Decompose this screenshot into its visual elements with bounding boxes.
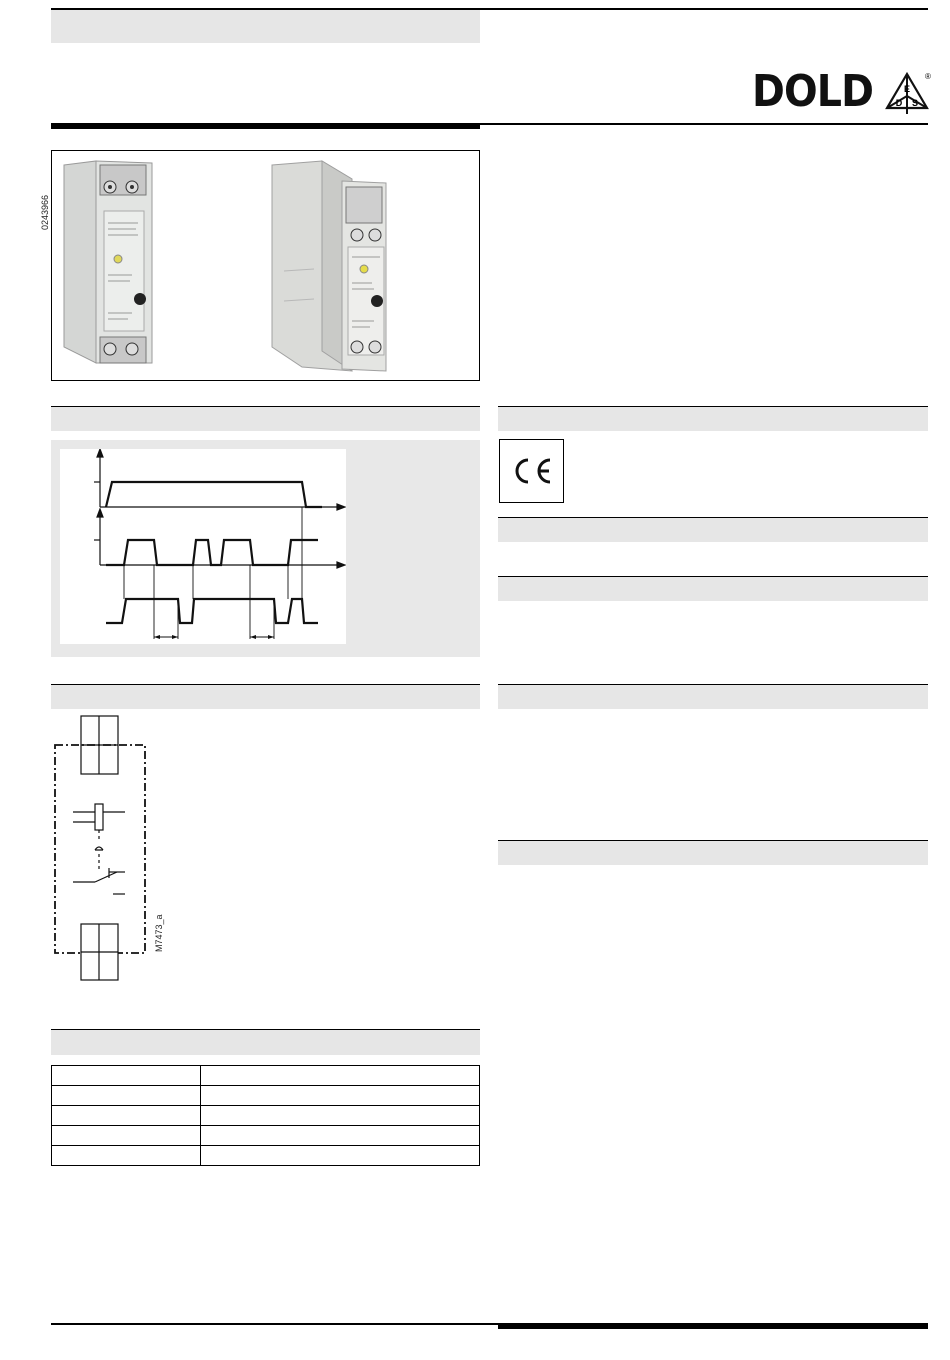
table-cell <box>201 1126 480 1146</box>
mark-letter-s: S <box>911 98 919 108</box>
relay-module-narrow <box>64 161 152 363</box>
circuit-diagram <box>51 712 161 984</box>
circuit-diagram-code: M7473_a <box>154 914 164 952</box>
section-heading-bar-4 <box>498 684 928 709</box>
header-thin-rule <box>480 123 928 125</box>
section-heading-bar-5 <box>498 840 928 865</box>
table-cell <box>52 1086 201 1106</box>
table-cell <box>52 1146 201 1166</box>
header-title-bar <box>51 10 480 43</box>
circuit-diagram-heading-bar <box>51 684 480 709</box>
mark-letter-e: E <box>903 84 911 94</box>
product-photo-frame <box>51 150 480 381</box>
table-cell <box>201 1066 480 1086</box>
table-row <box>52 1086 480 1106</box>
footer-thin-rule <box>51 1323 498 1325</box>
header-thick-rule <box>51 123 480 129</box>
relay-module-wide <box>272 161 386 371</box>
ordering-heading-bar <box>51 1029 480 1055</box>
table-cell <box>201 1086 480 1106</box>
registered-mark: ® <box>925 72 931 81</box>
table-row <box>52 1126 480 1146</box>
ce-mark-box <box>499 439 564 503</box>
table-cell <box>52 1126 201 1146</box>
product-photo <box>52 151 479 380</box>
timing-diagram <box>60 449 346 644</box>
ce-mark-icon <box>500 440 563 502</box>
table-cell <box>201 1106 480 1126</box>
brand-logo: DOLD <box>752 66 874 117</box>
function-diagram-heading-bar <box>51 406 480 431</box>
footer-thick-rule <box>498 1323 928 1329</box>
table-row <box>52 1146 480 1166</box>
table-cell <box>52 1066 201 1086</box>
section-heading-bar-2 <box>498 517 928 542</box>
ordering-table <box>51 1065 480 1166</box>
photo-code: 0243966 <box>40 194 50 230</box>
table-cell <box>201 1146 480 1166</box>
function-diagram-panel <box>60 449 346 644</box>
table-row <box>52 1106 480 1126</box>
mark-letter-d: D <box>895 98 903 108</box>
table-row <box>52 1066 480 1086</box>
table-cell <box>52 1106 201 1126</box>
eds-mark-icon <box>883 70 931 116</box>
approvals-heading-bar <box>498 406 928 431</box>
section-heading-bar-3 <box>498 576 928 601</box>
